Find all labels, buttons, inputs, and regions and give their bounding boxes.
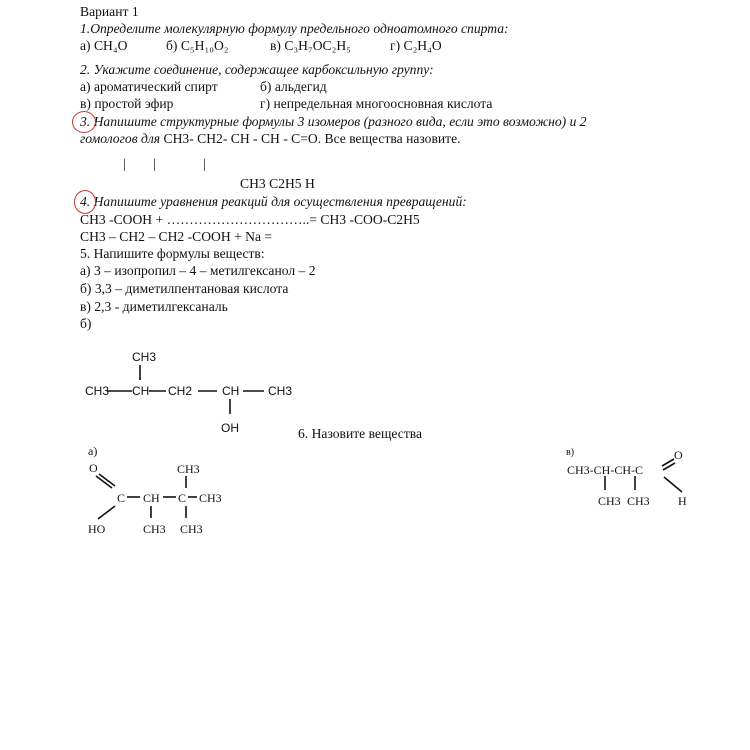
struct-a-ch3-bottom-2: CH3 <box>180 522 203 536</box>
struct-v-h: H <box>678 494 687 508</box>
q5-item-v: в) 2,3 - диметилгексаналь <box>80 299 228 314</box>
struct-b-ch-1: CH <box>132 384 150 398</box>
q3-substituents: CH3 C2H5 H <box>240 176 315 191</box>
struct-a-o: O <box>89 461 98 475</box>
q3-formula: CH3- CH2- CH - CH - C=O. Все вещества назовите. <box>163 131 461 146</box>
q2-option-a: а) ароматический спирт <box>80 79 218 94</box>
question-2-text: 2. Укажите соединение, содержащее карбоксильную группу: <box>80 62 434 77</box>
struct-a-ho: HO <box>88 522 106 536</box>
struct-b-ch3-left: CH3 <box>85 384 110 398</box>
struct-b-ch3-right: CH3 <box>268 384 293 398</box>
bond-a-c-oh <box>98 506 115 519</box>
bond-v-ch <box>664 477 682 492</box>
struct-a-ch: CH <box>143 491 160 505</box>
q3-text2: гомологов для <box>80 131 161 146</box>
struct-v-chain: CH3-CH-CH-C <box>567 463 644 477</box>
q1-option-b: б) C₅H₁₀O₂ <box>166 38 229 53</box>
q4-number: 4. <box>80 194 91 209</box>
struct-a-ch3-bottom-1: CH3 <box>143 522 166 536</box>
struct-b-top-ch3: CH3 <box>132 350 157 364</box>
q5-b-label: б) <box>80 316 92 331</box>
question-6-text: 6. Назовите вещества <box>298 426 423 441</box>
q1-option-a: а) CH₄O <box>80 38 128 53</box>
q1-option-g: г) C₂H₄O <box>390 38 442 53</box>
question-1-text: 1.Определите молекулярную формулу предельного одноатомного спирта: <box>80 21 509 36</box>
struct-a-label: а) <box>88 444 98 458</box>
q5-item-b: б) 3,3 – диметилпентановая кислота <box>80 281 289 296</box>
q4-equation-2: CH3 – CH2 – CH2 -COOH + Na = <box>80 229 273 244</box>
struct-a-c3: C <box>178 491 187 505</box>
q4-text: Напишите уравнения реакций для осуществления превращений: <box>93 194 467 209</box>
q3-text: Напишите структурные формулы 3 изомеров (разного вида, если это возможно) и 2 <box>93 114 587 129</box>
q2-option-b: б) альдегид <box>260 79 327 94</box>
q1-option-v: в) C₃H₇OC₂H₅ <box>270 38 351 53</box>
struct-b-oh: OH <box>221 421 239 435</box>
struct-b-ch2: CH2 <box>168 384 193 398</box>
q3-tick-2: | <box>153 156 156 171</box>
q4-equation-1: CH3 -COOH + …………………………..= CH3 -COO-C2H5 <box>80 212 420 227</box>
struct-v-ch3-2: CH3 <box>627 494 650 508</box>
q3-tick-1: | <box>123 156 126 171</box>
struct-v-ch3-1: CH3 <box>598 494 621 508</box>
struct-a-ch3-right: CH3 <box>199 491 222 505</box>
variant-title: Вариант 1 <box>80 4 139 19</box>
struct-a-ch3-top: CH3 <box>177 462 200 476</box>
struct-v-o: O <box>674 448 683 462</box>
struct-a-c1: C <box>117 491 126 505</box>
question-5-text: 5. Напишите формулы веществ: <box>80 246 265 261</box>
q3-number: 3. <box>80 114 91 129</box>
q3-tick-3: | <box>203 156 206 171</box>
struct-b-ch-2: CH <box>222 384 240 398</box>
q2-option-v: в) простой эфир <box>80 96 174 111</box>
struct-v-label: в) <box>566 447 575 458</box>
q2-option-g: г) непредельная многоосновная кислота <box>260 96 493 111</box>
q5-item-a: а) 3 – изопропил – 4 – метилгексанол – 2 <box>80 263 316 278</box>
